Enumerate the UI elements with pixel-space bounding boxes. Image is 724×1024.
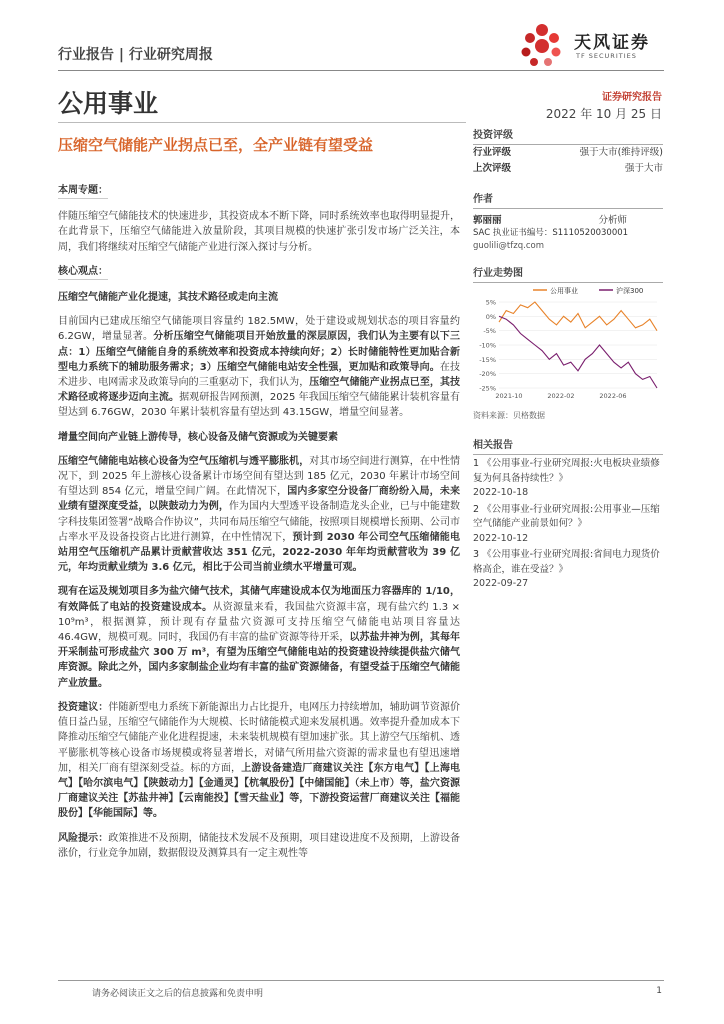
report-type: 行业报告 | 行业研究周报 — [58, 47, 213, 63]
related-report-link[interactable]: 1 《公用事业-行业研究周报:火电板块业绩修复为何具备持续性？》 — [473, 458, 660, 484]
p1-part-b: 分析压缩空气储能项目开始放量的深层原因，我们认为主要有以下三点：1）压缩空气储能自身的系统效率和投资成本持续向好；2）长时储能特性更加贴合新型电力系统下的辅助服务需求；3）压缩空气储能电站安全性强，更加贴和政策导向。 — [58, 331, 460, 373]
related-report-link[interactable]: 2 《公用事业-行业研究周报:公用事业—压缩空气储能产业前景如何？》 — [473, 503, 660, 529]
p2-part-b: 对其市场空间进行测算，在中性情况下，到 2025 年上游核心设备累计市场空间有望达到 185 亿元，2030 年累计市场空间有望达到 854 亿元，增量空间广阔。在此情况下， — [58, 455, 461, 498]
logo-mark-icon — [510, 20, 566, 70]
y-tick-label: -15% — [479, 355, 496, 364]
subheading-1: 压缩空气储能产业化提速，其技术路径或走向主流 — [58, 292, 278, 304]
core-heading: 核心观点： — [58, 264, 108, 280]
rating-heading: 投资评级 — [473, 126, 663, 145]
paragraph-1 — [58, 314, 460, 420]
x-tick-label: 2021-10 — [495, 392, 523, 400]
company-logo — [510, 20, 670, 70]
related-block — [473, 436, 663, 592]
risk-label: 风险提示： — [58, 832, 109, 844]
x-tick-label: 2022-02 — [547, 392, 575, 400]
rating-value: 强于大市 — [624, 163, 663, 174]
p2-part-a: 压缩空气储能电站核心设备为空气压缩机与透平膨胀机， — [58, 455, 310, 467]
main-content — [58, 183, 460, 870]
related-report-date: 2022-10-12 — [473, 532, 529, 544]
p2-part-c: 国内多家空分设备厂商纷纷入局，未来业绩有望深度受益，以陕鼓动力为例， — [58, 486, 460, 513]
header-divider — [58, 70, 664, 71]
rating-row — [473, 161, 663, 177]
p1-part-d: 压缩空气储能产业拐点已至，其技术路径或将逐步迈向主流。 — [58, 377, 461, 404]
topic-paragraph: 伴随压缩空气储能技术的快速进步，其投资成本不断下降，同时系统效率也取得明显提升，在此背景下，压缩空气储能进入放量阶段，其项目规模的快速扩张引发市场广泛关注，本周，我们将继续对压缩空气储能产业进行深入探讨与分析。 — [58, 211, 460, 253]
related-report-date: 2022-09-27 — [473, 578, 529, 589]
report-label: 证券研究报告 — [602, 92, 662, 103]
invest-label: 投资建议： — [58, 701, 109, 713]
report-date: 2022 年 10 月 25 日 — [545, 107, 662, 121]
legend-label: 公用事业 — [550, 287, 578, 295]
author-row — [473, 214, 663, 227]
logo-text-en: TF SECURITIES — [576, 52, 637, 60]
paragraph-2 — [58, 454, 460, 576]
p3-part-a: 现有在运及规划项目多为盐穴储气技术，其储气库建设成本仅为地面压力容器库的 1/10，有效降低了电站的投资建设成本。 — [58, 586, 460, 613]
author-name: 郭丽丽 — [473, 215, 502, 226]
p4-part-b: 上游设备建造厂商建议关注【东方电气】【上海电气】【哈尔滨电气】【陕鼓动力】【金通灵】【杭氧股份】【中储国能】（未上市）等，盐穴资源厂商建议关注【苏盐井神】【云南能投】【雪天盐业】等，下游投资运营厂商建议关注【福能股份】【华能国际】等。 — [58, 762, 461, 820]
industry-trend-chart — [473, 280, 663, 410]
p3-part-b: 从资源量来看，我国盐穴资源丰富，现有盐穴约 1.3 × 10⁹m³，根据测算，预计现有存量盐穴资源可支持压缩空气储能电站项目容量达 46.4GW，规模可观。同时，我国仍有丰富的盐矿资源等待开采， — [58, 601, 460, 644]
paragraph-4 — [58, 700, 460, 822]
p5-text: 政策推进不及预期，储能技术发展不及预期，项目建设进度不及预期，上游设备涨价，行业竞争加剧，数据假设及测算具有一定主观性等 — [58, 832, 461, 859]
p2-part-e: 预计到 2030 年公司空气压缩储能电站用空气压缩机产品累计贡献营收达 351 亿元，2022-2030 年年均贡献营收为 39 亿元，年均贡献业绩为 3.6 亿元，相比于公司当前业绩水平增量可观。 — [58, 531, 461, 574]
p1-part-a: 目前国内已建成压缩空气储能项目容量约 182.5MW，处于建设或规划状态的项目容量约 6.2GW，增量显著。 — [58, 316, 460, 343]
related-heading: 相关报告 — [473, 436, 663, 455]
y-tick-label: -20% — [479, 370, 496, 379]
report-title: 压缩空气储能产业拐点已至，全产业链有望受益 — [58, 136, 374, 154]
author-sac: SAC 执业证书编号：S1110520030001 — [473, 228, 629, 238]
trend-heading: 行业走势图 — [473, 264, 663, 283]
rating-value: 强于大市(维持评级) — [579, 147, 663, 158]
rating-key: 上次评级 — [473, 163, 512, 174]
chart-source: 资料来源：贝格数据 — [473, 411, 545, 420]
author-block — [473, 190, 663, 253]
p1-part-e: 据观研报告网预测，2025 年我国压缩空气储能累计装机容量有望达到 6.76GW，2030 年累计装机容量有望达到 43.15GW，增量空间显著。 — [58, 392, 460, 419]
p3-part-c: 以苏盐井神为例，其每年开采制盐可形成盐穴 300 万 m³，有望为压缩空气储能电站的投资建设持续提供盐穴储气库资源。 — [58, 632, 461, 674]
x-tick-label: 2022-06 — [599, 392, 627, 400]
paragraph-5 — [58, 831, 460, 861]
subheading-2: 增量空间向产业链上游传导，核心设备及储气资源或为关键要素 — [58, 431, 338, 443]
page-number: 1 — [656, 986, 662, 996]
series-line — [499, 316, 657, 388]
p4-part-a: 伴随新型电力系统下新能源出力占比提升，电网压力持续增加，辅助调节资源价值日益凸显，压缩空气储能作为大规模、长时储能模式迎来发展机遇。效率提升叠加成本下降推动压缩空气储能产业化进程提速，未来装机规模有望加速扩张。其上游空气压缩机、透平膨胀机等核心设备市场规模或将显著增长，对储气所用盐穴资源的需求量也有望迅速增加，相关厂商有望深刻受益。标的方面， — [58, 701, 461, 774]
y-tick-label: -10% — [479, 341, 496, 350]
rating-block — [473, 126, 663, 177]
paragraph-3 — [58, 584, 460, 690]
footer-disclaimer[interactable]: 请务必阅读正文之后的信息披露和免责申明 — [92, 989, 264, 999]
related-report-date: 2022-10-18 — [473, 487, 529, 498]
title-divider — [58, 122, 466, 123]
p2-part-d: 作为国内大型透平设备制造龙头企业，已与中能建数字科技集团签署“战略合作协议”，共同布局压缩空气储能，按照项目规模增长预期、公司市占率水平及设备投资占比进行测算，在中性情况下， — [58, 501, 461, 543]
y-tick-label: 5% — [485, 298, 496, 307]
y-tick-label: -5% — [483, 327, 496, 336]
p3-part-d: 除此之外，国内多家制盐企业均有丰富的盐矿资源储备，有望受益于压缩空气储能产业放量。 — [58, 662, 461, 689]
rating-row — [473, 145, 663, 161]
author-email[interactable]: guolili@tfzq.com — [473, 241, 544, 251]
author-heading: 作者 — [473, 190, 663, 209]
y-tick-label: -25% — [479, 384, 496, 393]
industry-name: 公用事业 — [58, 89, 159, 118]
related-report-link[interactable]: 3 《公用事业-行业研究周报:省间电力现货价格高企，谁在受益？》 — [473, 549, 660, 575]
author-role: 分析师 — [598, 215, 627, 226]
y-tick-label: 0% — [485, 312, 496, 321]
legend-label: 沪深300 — [616, 287, 644, 295]
logo-text-cn: 天风证券 — [574, 33, 650, 53]
rating-key: 行业评级 — [473, 147, 512, 158]
p1-part-c: 在技术进步、电网需求及政策导向的三重驱动下，我们认为， — [58, 361, 460, 389]
topic-heading: 本周专题： — [58, 183, 108, 199]
footer-divider — [58, 980, 664, 981]
